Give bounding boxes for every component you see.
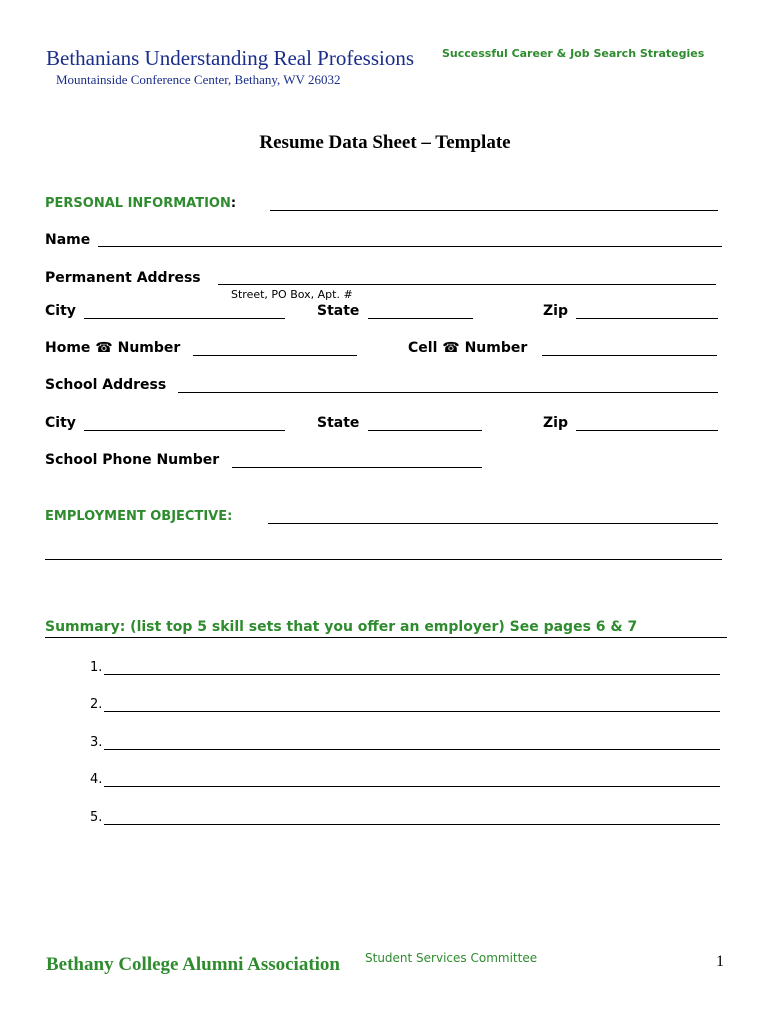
- footer-organization: Bethany College Alumni Association: [46, 954, 340, 975]
- city-label: City: [45, 303, 76, 319]
- school-state-label: State: [317, 415, 360, 431]
- school-zip-label: Zip: [543, 415, 568, 431]
- skill-item-field[interactable]: [104, 711, 720, 712]
- zip-label: Zip: [543, 303, 568, 319]
- school-city-label: City: [45, 415, 76, 431]
- school-phone-label: School Phone Number: [45, 452, 220, 468]
- skill-item-field[interactable]: [104, 674, 720, 675]
- skill-item-field[interactable]: [104, 824, 720, 825]
- personal-info-heading: [45, 196, 236, 211]
- summary-heading: Summary: (list top 5 skill sets that you offer an employer) See pages 6 & 7: [45, 619, 638, 635]
- name-label: Name: [45, 232, 91, 248]
- cell-phone-label: [408, 340, 527, 356]
- cell-number-label: Number: [464, 340, 528, 356]
- permanent-address-label: Permanent Address: [45, 270, 201, 286]
- employment-objective-line-2[interactable]: [45, 559, 722, 560]
- venue-address: Mountainside Conference Center, Bethany, WV 26032: [56, 72, 341, 87]
- home-phone-field[interactable]: [193, 355, 357, 356]
- skill-item-field[interactable]: [104, 786, 720, 787]
- footer-committee: Student Services Committee: [365, 951, 538, 965]
- school-state-field[interactable]: [368, 430, 482, 431]
- summary-underline: [45, 637, 727, 638]
- permanent-address-field[interactable]: [218, 284, 716, 285]
- school-zip-field[interactable]: [576, 430, 718, 431]
- school-phone-field[interactable]: [232, 467, 482, 468]
- school-address-field[interactable]: [178, 392, 718, 393]
- employment-objective-heading: EMPLOYMENT OBJECTIVE:: [45, 509, 233, 524]
- skill-item-number: 3.: [90, 735, 103, 750]
- name-field[interactable]: [98, 246, 722, 247]
- employment-objective-field[interactable]: [268, 523, 718, 524]
- skill-item-number: 4.: [90, 772, 103, 787]
- school-address-label: School Address: [45, 377, 167, 393]
- page-number: 1: [716, 953, 724, 970]
- organization-name: Bethanians Understanding Real Professions: [46, 46, 415, 70]
- home-number-label: Number: [117, 340, 181, 356]
- state-label: State: [317, 303, 360, 319]
- state-field[interactable]: [368, 318, 473, 319]
- school-city-field[interactable]: [84, 430, 285, 431]
- cell-label: Cell: [408, 340, 438, 356]
- cell-phone-icon: ☎: [442, 340, 460, 356]
- home-phone-label: [45, 340, 180, 356]
- home-phone-icon: ☎: [95, 340, 113, 356]
- skill-item-number: 2.: [90, 697, 103, 712]
- tagline: Successful Career & Job Search Strategies: [442, 47, 705, 60]
- personal-info-underline: [270, 210, 718, 211]
- page-title: Resume Data Sheet – Template: [259, 132, 511, 153]
- skill-item-field[interactable]: [104, 749, 720, 750]
- cell-phone-field[interactable]: [542, 355, 717, 356]
- address-hint: Street, PO Box, Apt. #: [231, 288, 353, 301]
- zip-field[interactable]: [576, 318, 718, 319]
- personal-info-colon: :: [230, 196, 237, 211]
- skill-item-number: 1.: [90, 660, 103, 675]
- personal-info-heading-text: PERSONAL INFORMATION: [45, 196, 231, 211]
- home-label: Home: [45, 340, 91, 356]
- skill-item-number: 5.: [90, 810, 103, 825]
- city-field[interactable]: [84, 318, 285, 319]
